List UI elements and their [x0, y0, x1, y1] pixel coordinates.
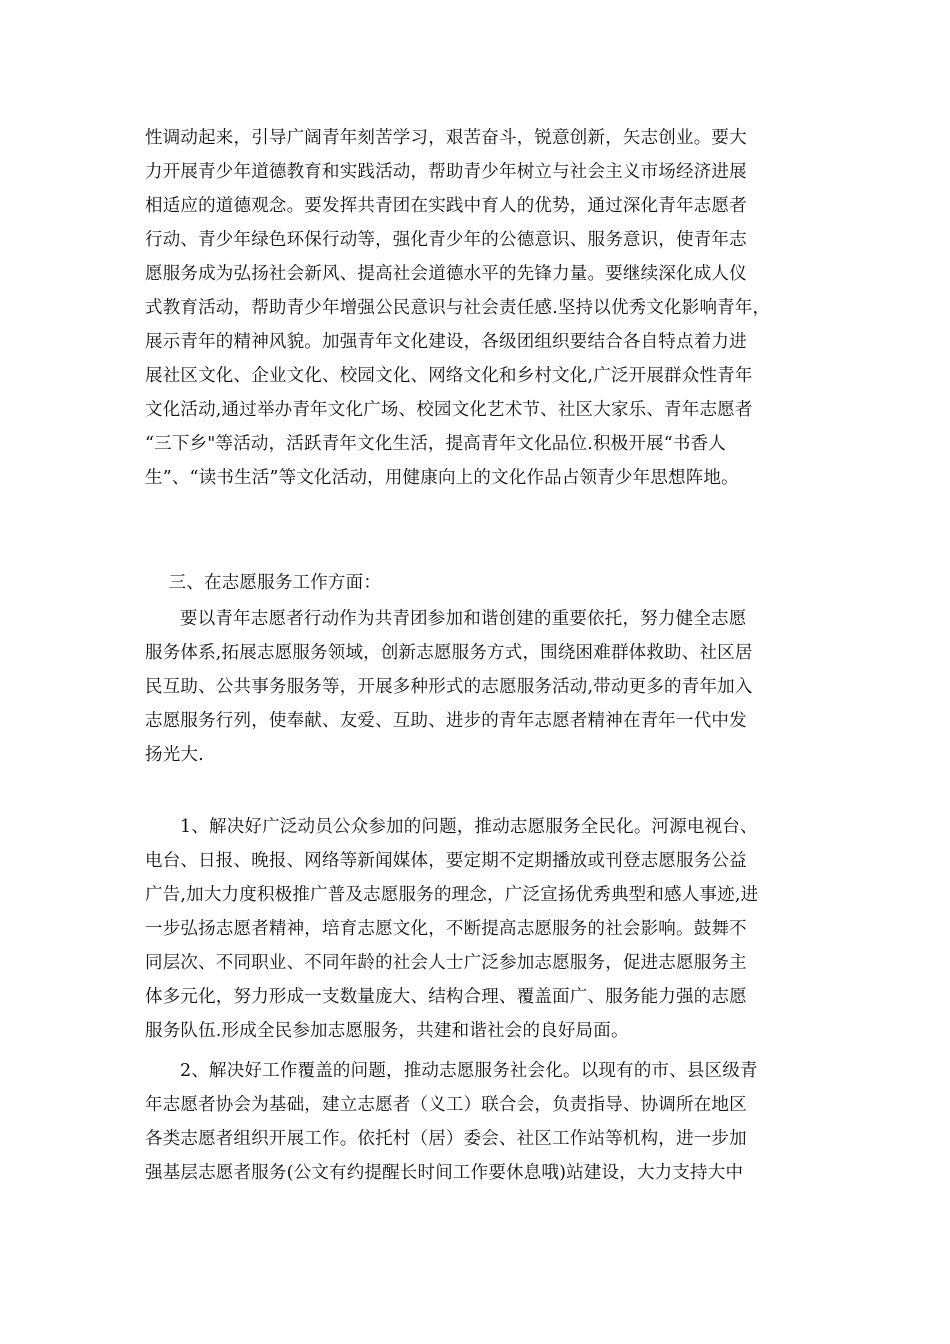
- text-line: 服务体系,拓展志愿服务领域，创新志愿服务方式，围绕困难群体救助、社区居: [145, 643, 753, 663]
- text-line: 相适应的道德观念。要发挥共青团在实践中育人的优势，通过深化青年志愿者: [145, 196, 747, 216]
- text-line: 强基层志愿者服务(公文有约提醒长时间工作要休息哦)站建设，大力支持大中: [145, 1163, 744, 1183]
- text-line: 要以青年志愿者行动作为共青团参加和谐创建的重要依托，努力健全志愿: [180, 609, 747, 629]
- text-line: 志愿服务行列，使奉献、友爱、互助、进步的青年志愿者精神在青年一代中发: [145, 711, 747, 731]
- text-line: 展示青年的精神风貌。加强青年文化建设，各级团组织要结合各自特点着力进: [145, 332, 747, 352]
- text-line: 一步弘扬志愿者精神，培育志愿文化，不断提高志愿服务的社会影响。鼓舞不: [145, 919, 747, 939]
- paragraph-continued: [145, 121, 805, 495]
- section-heading: [145, 566, 805, 600]
- text-line: 展社区文化、企业文化、校园文化、网络文化和乡村文化,广泛开展群众性青年: [145, 366, 753, 386]
- text-line: 力开展青少年道德教育和实践活动，帮助青少年树立与社会主义市场经济进展: [145, 162, 747, 182]
- paragraph-intro: [145, 602, 805, 772]
- text-line: 式教育活动，帮助青少年增强公民意识与社会责任感.坚持以优秀文化影响青年，: [145, 298, 771, 318]
- paragraph-item-1: [145, 810, 805, 1048]
- text-line: 服务队伍.形成全民参加志愿服务，共建和谐社会的良好局面。: [145, 1021, 629, 1041]
- paragraph-item-2: [145, 1054, 805, 1190]
- text-line: 电台、日报、晚报、网络等新闻媒体，要定期不定期播放或刊登志愿服务公益: [145, 851, 747, 871]
- text-line: 性调动起来，引导广阔青年刻苦学习，艰苦奋斗，锐意创新，矢志创业。要大: [145, 128, 747, 148]
- text-line: 民互助、公共事务服务等，开展多种形式的志愿服务活动,带动更多的青年加入: [145, 677, 753, 697]
- text-line: 2、解决好工作覆盖的问题，推动志愿服务社会化。以现有的市、县区级青: [180, 1061, 758, 1081]
- text-line: 扬光大.: [145, 745, 204, 765]
- text-line: 行动、青少年绿色环保行动等，强化青少年的公德意识、服务意识，使青年志: [145, 230, 747, 250]
- text-line: “三下乡"等活动，活跃青年文化生活，提高青年文化品位.积极开展“书香人: [145, 434, 727, 454]
- text-line: 广告,加大力度积极推广普及志愿服务的理念，广泛宣扬优秀典型和感人事迹,进: [145, 885, 759, 905]
- section-heading-text: 三、在志愿服务工作方面：: [168, 573, 382, 593]
- text-line: 1、解决好广泛动员公众参加的问题，推动志愿服务全民化。河源电视台、: [180, 817, 758, 837]
- text-line: 生”、“读书生活”等文化活动，用健康向上的文化作品占领青少年思想阵地。: [145, 468, 739, 488]
- text-line: 文化活动,通过举办青年文化广场、校园文化艺术节、社区大家乐、青年志愿者: [145, 400, 753, 420]
- text-line: 年志愿者协会为基础，建立志愿者（义工）联合会，负责指导、协调所在地区: [145, 1095, 747, 1115]
- text-line: 体多元化，努力形成一支数量庞大、结构合理、覆盖面广、服务能力强的志愿: [145, 987, 747, 1007]
- text-line: 同层次、不同职业、不同年龄的社会人士广泛参加志愿服务，促进志愿服务主: [145, 953, 747, 973]
- text-line: 各类志愿者组织开展工作。依托村（居）委会、社区工作站等机构，进一步加: [145, 1129, 747, 1149]
- text-line: 愿服务成为弘扬社会新风、提高社会道德水平的先锋力量。要继续深化成人仪: [145, 264, 747, 284]
